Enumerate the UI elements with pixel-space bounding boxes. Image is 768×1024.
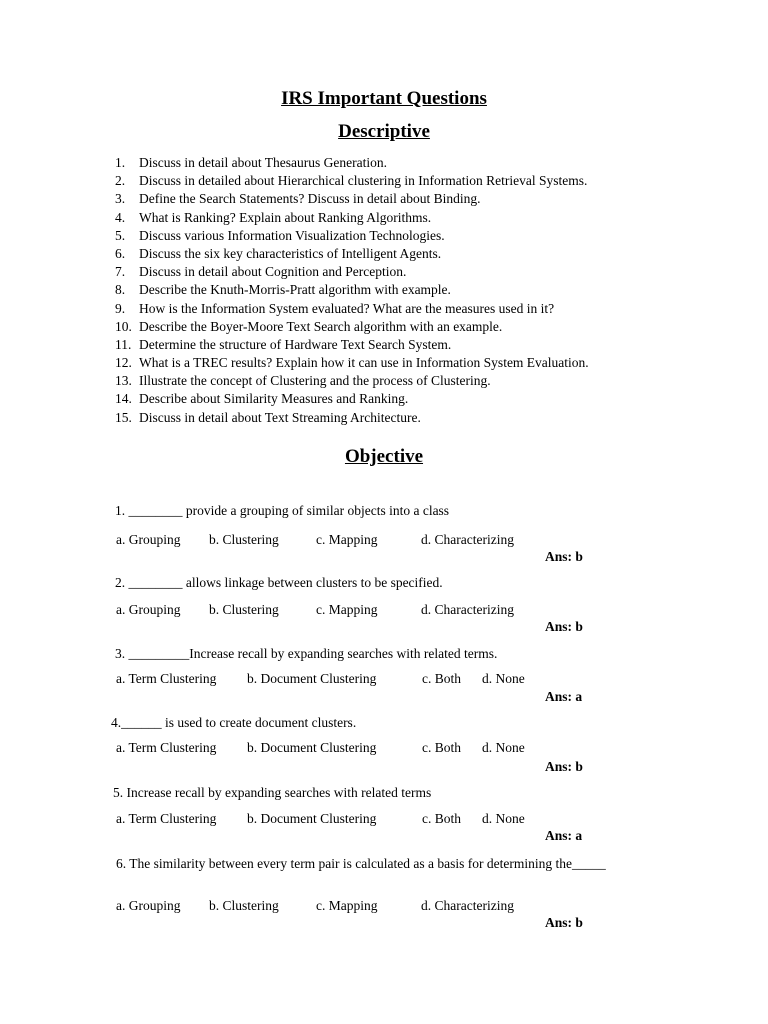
option-c: c. Both: [422, 740, 461, 755]
option-d: d. Characterizing: [421, 532, 514, 547]
list-item: 3. Define the Search Statements? Discuss in detail about Binding.: [115, 191, 481, 207]
list-item: 7. Discuss in detail about Cognition and Perception.: [115, 264, 407, 280]
option-a: a. Term Clustering: [116, 811, 217, 826]
option-b: b. Document Clustering: [247, 740, 377, 755]
list-item: 15. Discuss in detail about Text Streaming Architecture.: [115, 409, 421, 425]
question-text: 2. ________ allows linkage between clusters to be specified.: [115, 575, 443, 590]
option-b: b. Clustering: [209, 532, 279, 547]
answer-label: Ans: b: [545, 619, 583, 634]
option-d: d. Characterizing: [421, 898, 514, 913]
option-a: a. Grouping: [116, 532, 181, 547]
list-item: 4. What is Ranking? Explain about Ranking Algorithms.: [115, 209, 432, 225]
option-d: d. None: [482, 740, 525, 755]
option-b: b. Clustering: [209, 602, 279, 617]
option-b: b. Document Clustering: [247, 811, 377, 826]
option-d: d. None: [482, 811, 525, 826]
option-c: c. Mapping: [316, 898, 378, 913]
question-text: 4.______ is used to create document clusters.: [111, 715, 357, 730]
answer-label: Ans: a: [545, 689, 583, 704]
options-row: [116, 898, 514, 994]
option-a: a. Term Clustering: [116, 740, 217, 755]
option-c: c. Both: [422, 811, 461, 826]
question-text: 3. _________Increase recall by expanding searches with related terms.: [115, 646, 498, 661]
descriptive-list: [115, 154, 735, 427]
list-item: 5. Discuss various Information Visualization Technologies.: [115, 227, 445, 243]
option-a: a. Term Clustering: [116, 671, 217, 686]
option-a: a. Grouping: [116, 602, 181, 617]
option-c: c. Mapping: [316, 602, 378, 617]
list-item: 6. Discuss the six key characteristics of Intelligent Agents.: [115, 245, 442, 261]
answer-label: Ans: b: [545, 759, 583, 774]
option-b: b. Clustering: [209, 898, 279, 913]
option-b: b. Document Clustering: [247, 671, 377, 686]
question-text: 6. The similarity between every term pair is calculated as a basis for determining the_____: [116, 856, 606, 871]
answer-label: Ans: b: [545, 915, 583, 930]
list-item: 12. What is a TREC results? Explain how it can use in Information System Evaluation.: [115, 355, 589, 371]
option-c: c. Both: [422, 671, 461, 686]
objective-heading: Objective: [344, 446, 424, 467]
option-d: d. None: [482, 671, 525, 686]
answer-label: Ans: a: [545, 828, 583, 843]
page-title: IRS Important Questions: [281, 88, 487, 109]
answer-label: Ans: b: [545, 549, 583, 564]
list-item: 9. How is the Information System evaluated? What are the measures used in it?: [115, 300, 555, 316]
list-item: 2. Discuss in detailed about Hierarchical clustering in Information Retrieval Systems.: [115, 173, 588, 189]
option-d: d. Characterizing: [421, 602, 514, 617]
list-item: 14. Describe about Similarity Measures and Ranking.: [115, 391, 409, 407]
option-c: c. Mapping: [316, 532, 378, 547]
list-item: 1. Discuss in detail about Thesaurus Generation.: [115, 155, 387, 170]
list-item: 10. Describe the Boyer-Moore Text Search algorithm with an example.: [115, 318, 503, 334]
descriptive-heading: Descriptive: [338, 121, 430, 142]
list-item: 11. Determine the structure of Hardware Text Search System.: [115, 336, 452, 352]
list-item: 8. Describe the Knuth-Morris-Pratt algorithm with example.: [115, 282, 451, 298]
question-text: 1. ________ provide a grouping of similar objects into a class: [115, 503, 450, 518]
option-a: a. Grouping: [116, 898, 181, 913]
question-text: 5. Increase recall by expanding searches with related terms: [113, 785, 432, 800]
list-item: 13. Illustrate the concept of Clustering and the process of Clustering.: [115, 373, 491, 389]
